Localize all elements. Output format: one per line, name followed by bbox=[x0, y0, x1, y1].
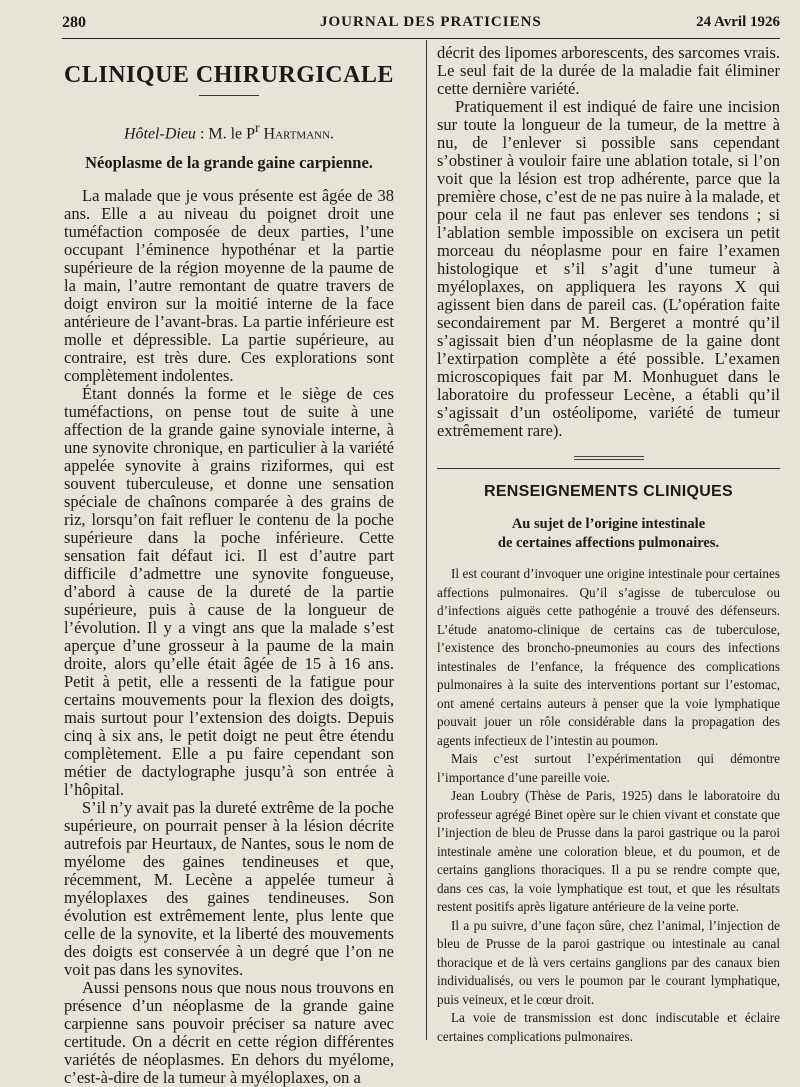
article-title-line-1: Au sujet de l’origine intestinale bbox=[511, 516, 706, 532]
paragraph: Il a pu suivre, d’une façon sûre, chez l’animal, l’injection de bleu de Prusse de la paroi gastrique ou intestinale au canal thoracique et de là vers certains ganglions par des canaux bien individualisés, ou vers le poumon par le courant lymphatique, puis veineux, et le cœur droit. bbox=[437, 917, 780, 1007]
paragraph: La malade que je vous présente est âgée de 38 ans. Elle a au niveau du poignet droit une tuméfaction composée de deux parties, l’une occupant l’éminence hypothénar et la partie supérieure de la région moyenne de la paume de la main, l’autre remontant de quatre travers de doigt environ sur la moitié interne de la face antérieure de l’avant-bras. La partie inférieure est molle et dépressible. La partie supérieure, au contraire, est très dure. Ces explorations sont complètement indolentes. bbox=[64, 186, 394, 386]
issue-date: 24 Avril 1926 bbox=[696, 14, 780, 30]
section-rule bbox=[437, 468, 780, 469]
paragraph: Pratiquement il est indiqué de faire une incision sur toute la longueur de la tumeur, de la mettre à nu, de l’enlever si possible sans cependant s’obstiner à vouloir faire une ablation totale, si l’on voit que la lésion est trop adhérente, parce que la première chose, c’est de ne pas nuire à la malade, et pour cela il ne faut pas enlever ses tendons ; si l’ablation semble impossible on excisera un petit morceau du néoplasme pour en faire l’examen histologique et s’il s’agit d’une tumeur à myéloplaxes, on appliquera les rayons X qui agissent bien dans de pareil cas. (L’opération faite secondairement par M. Bergeret a montré qu’il s’agissait bien d’un néoplasme de la gaine dont l’extirpation complète a été possible. L’examen microscopiques fait par M. Monhuguet dans le laboratoire du professeur Lecène, a établi qu’il s’agissait d’un ostéolipome, variété de tumeur extrêmement rare). bbox=[437, 97, 780, 440]
article-title-line-2: de certaines affections pulmonaires. bbox=[497, 535, 720, 551]
article-title-2 bbox=[437, 515, 780, 553]
paragraph: Jean Loubry (Thèse de Paris, 1925) dans le laboratoire du professeur agrégé Binet opère sur le chien vivant et constate que l’injection de bleu de Prusse dans la paroi gastrique ou la paroi intestinale amène une coloration bleue, et du poumon, et de certains ganglions thoraciques. Il a pu se rendre compte que, dans ces cas, la voie lymphatique est tout, et que les résultats restent positifs après ligature antérieure de la veine porte. bbox=[437, 788, 780, 914]
page-header bbox=[62, 14, 780, 38]
paragraph: Aussi pensons nous que nous nous trouvons en présence d’un néoplasme de la grande gaine carpienne sans pouvoir préciser sa nature avec certitude. On a décrit en cette région différentes variétés de néoplasmes. En dehors du myélome, c’est-à-dire de la tumeur à myéloplaxes, on a bbox=[64, 978, 394, 1087]
ornament-rule bbox=[574, 456, 644, 460]
right-column bbox=[437, 44, 780, 1046]
paragraph: La voie de transmission est donc indiscutable et éclaire certaines complications pulmonaires. bbox=[437, 1010, 780, 1044]
article-title: Néoplasme de la grande gaine carpienne. bbox=[85, 153, 373, 173]
page-number: 280 bbox=[62, 14, 86, 31]
byline-sep: : M. le P bbox=[195, 125, 256, 143]
byline-name: Hartmann. bbox=[263, 125, 335, 143]
column-divider bbox=[426, 40, 427, 1040]
title-rule bbox=[199, 95, 259, 96]
header-rule bbox=[62, 38, 780, 39]
byline bbox=[64, 120, 394, 143]
left-column bbox=[64, 44, 394, 1087]
section-title-clinique: CLINIQUE CHIRURGICALE bbox=[64, 62, 394, 88]
paragraph: Mais c’est surtout l’expérimentation qui démontre l’importance d’une pareille voie. bbox=[437, 751, 780, 785]
section-title-renseignements: RENSEIGNEMENTS CLINIQUES bbox=[483, 483, 733, 500]
journal-title: JOURNAL DES PRATICIENS bbox=[320, 14, 542, 30]
paragraph: S’il n’y avait pas la dureté extrême de la poche supérieure, on pourrait penser à la lésion décrite autrefois par Heurtaux, de Nantes, sous le nom de myélome des gaines tendineuses et que, récemment, M. Lecène a appelée tumeur à myéloplaxes des gaines tendineuses. Son évolution est extrêmement lente, plus lente que celle de la synovite, et la liberté des mouvements des doigts est conservée à un degré que l’on ne voit pas dans les synovites. bbox=[64, 798, 394, 980]
paragraph: Étant donnés la forme et le siège de ces tuméfactions, on pense tout de suite à une affection de la grande gaine synoviale interne, à une synovite chronique, en particulier à la variété appelée synovite à grains riziformes, qui est souvent tuberculeuse, et donne une sensation spéciale de chaînons comparée à des grains de riz, lorsqu’on fait refluer le contenu de la poche supérieure dans la poche inférieure. Cette sensation fait défaut ici. Il est d’autre part difficile d’admettre une synovite fongueuse, d’abord à cause de la dureté de la partie supérieure, puis à cause de la longueur de l’évolution. Il y a vingt ans que la malade s’est aperçue d’une grosseur à la paume de la main droite, alors qu’elle était âgée de 15 à 16 ans. Petit à petit, elle a ressenti de la fatigue pour certains mouvements pour la flexion des doigts, mais surtout pour l’extension des doigts. Depuis cinq à six ans, le petit doigt ne peut être étendu complètement. Elle a pu faire cependant son métier de dactylographe jusqu’à son entrée à l’hôpital. bbox=[64, 384, 394, 800]
paragraph: décrit des lipomes arborescents, des sarcomes vrais. Le seul fait de la durée de la maladie fait éliminer cette dernière variété. bbox=[437, 43, 780, 98]
paragraph: Il est courant d’invoquer une origine intestinale pour certaines affections pulmonaires. Qu’il s’agisse de tuberculose ou d’infections aiguës cette pathogénie a trouvé des défenseurs. L’étude anatomo-clinique de certains cas de tuberculose, l’existence des broncho-pneumonies au cours des infections intestinales de l’enfance, la fréquence des complications pulmonaires à la suite des interventions portant sur l’estomac, ont amené certains auteurs à penser que la voie lymphatique pouvait jouer un rôle considérable dans la propagation des agents infectieux de l’intestin au poumon. bbox=[437, 566, 780, 748]
byline-sup: r bbox=[255, 120, 260, 135]
byline-place: Hôtel-Dieu bbox=[123, 125, 196, 143]
